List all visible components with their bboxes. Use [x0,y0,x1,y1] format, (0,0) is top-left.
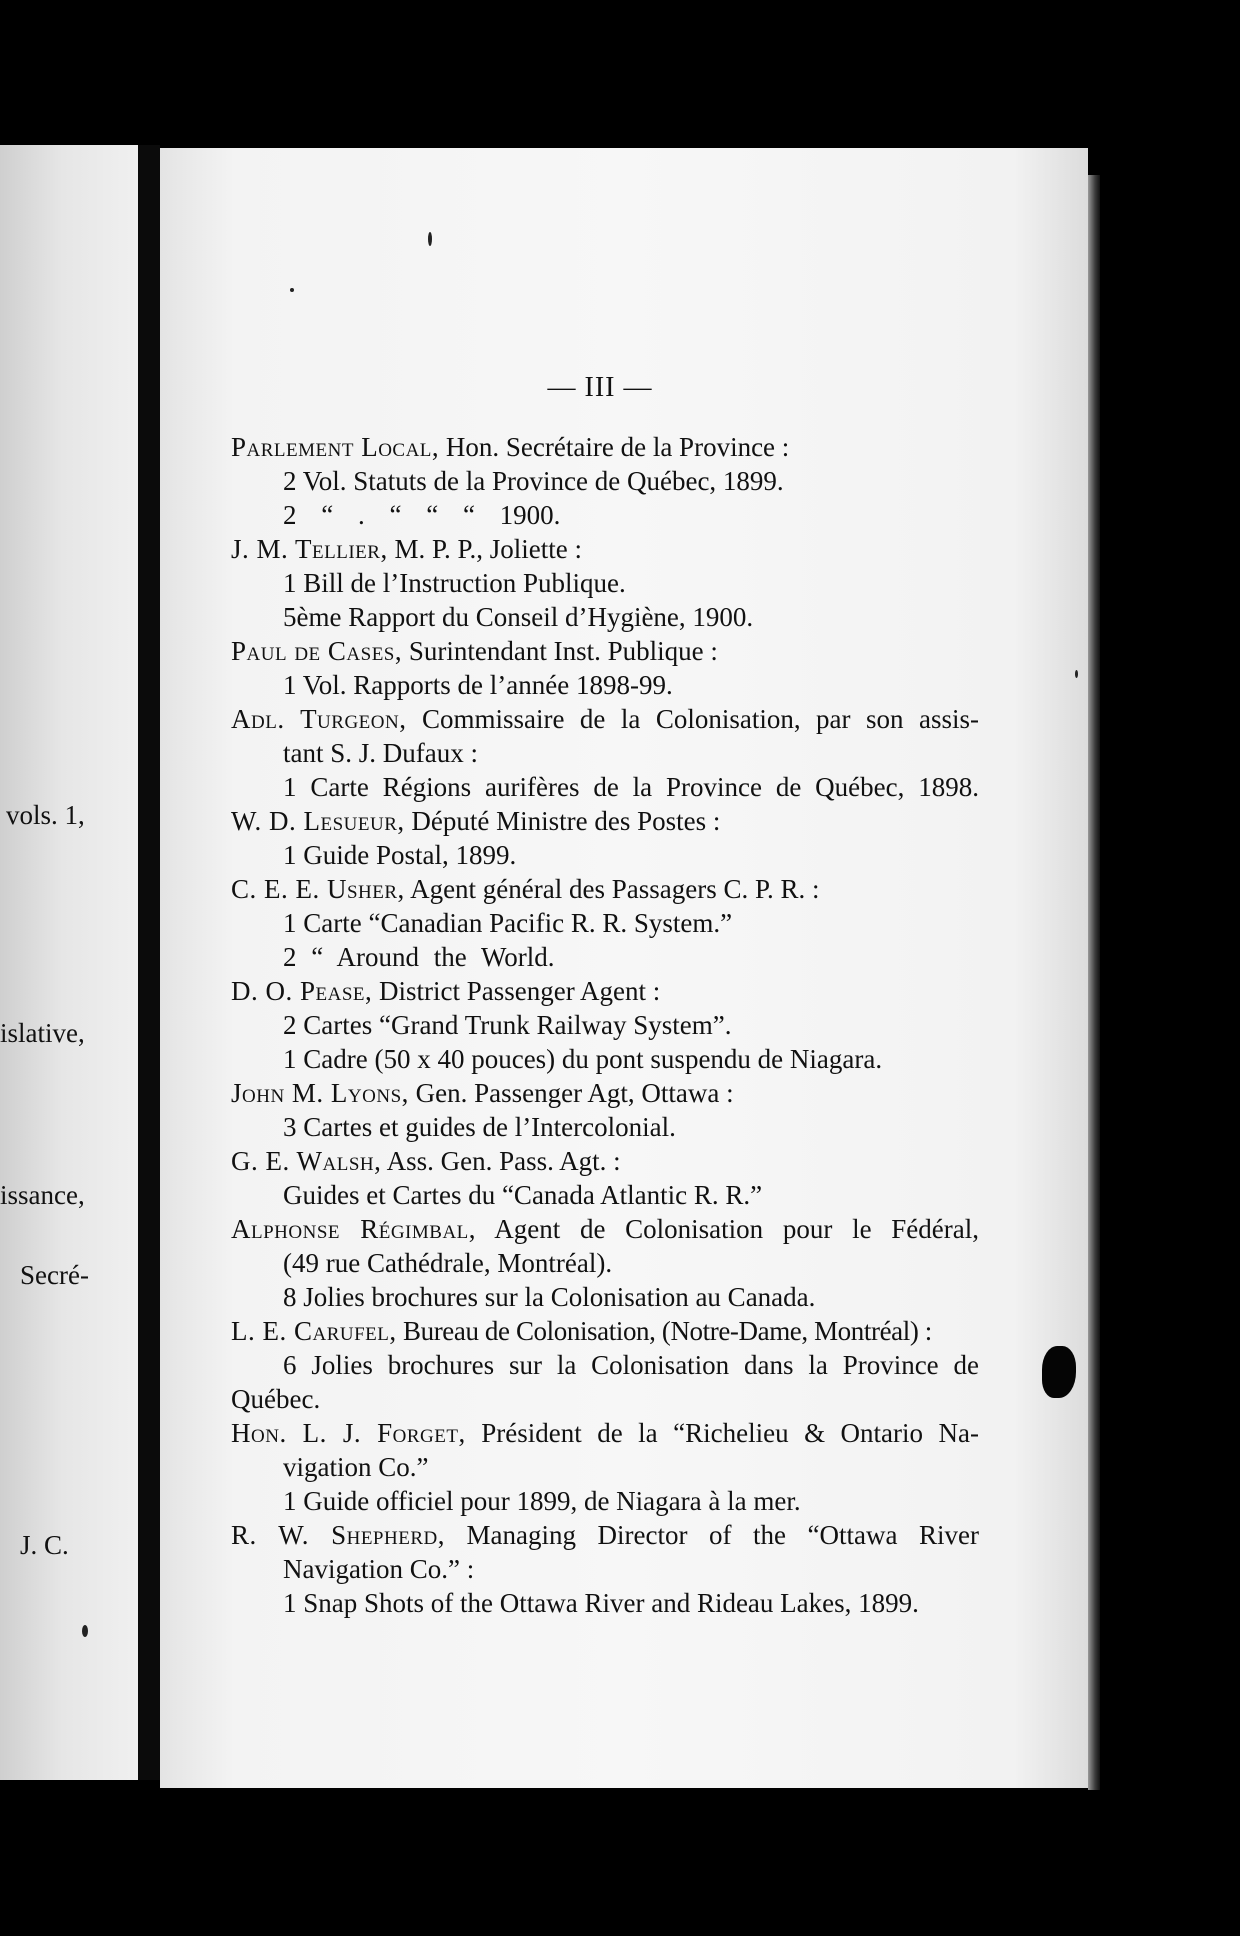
donor-title: Député Ministre des Postes : [404,806,721,836]
donor-name: C. E. E. Usher, [231,874,405,904]
donated-item: Guides et Cartes du “Canada Atlantic R. R.” [283,1180,763,1210]
list-entry [231,532,979,634]
donated-item: 6 Jolies brochures sur la Colonisation dans la Province de [283,1350,979,1380]
list-entry [231,634,979,702]
donated-item: 1 Carte “Canadian Pacific R. R. System.” [283,908,733,938]
donor-title: Commissaire de la Colonisation, par son assis- [406,704,979,734]
left-page-fragment: Secré- [20,1260,89,1290]
entry-heading [231,872,979,906]
donor-name: Adl. Turgeon, [231,704,407,734]
entry-heading-continuation: Navigation Co.” : [283,1554,475,1584]
donated-item: 1 Guide Postal, 1899. [283,840,517,870]
list-entry [231,872,979,974]
ink-speck [1075,670,1078,678]
ink-speck [290,288,294,292]
donor-title: Bureau de Colonisation, (Notre-Dame, Montréal) : [396,1316,932,1346]
left-page-fragment: J. C. [20,1530,69,1560]
list-entry [231,974,979,1076]
left-page-margin [0,145,138,1780]
entry-heading [231,804,979,838]
donated-item: 8 Jolies brochures sur la Colonisation au Canada. [283,1282,816,1312]
donor-title: Managing Director of the “Ottawa River [444,1520,979,1550]
donated-item: 1 Vol. Rapports de l’année 1898-99. [283,670,673,700]
donor-title: Hon. Secrétaire de la Province : [439,432,790,462]
donor-title: M. P. P., Joliette : [387,534,582,564]
donor-title: Ass. Gen. Pass. Agt. : [381,1146,621,1176]
list-entry [231,1416,979,1518]
entry-heading [231,1144,979,1178]
donated-item: 3 Cartes et guides de l’Intercolonial. [283,1112,676,1142]
donor-name: Paul de Cases, [231,636,403,666]
donated-item: 2 “ . “ “ “ 1900. [283,500,561,530]
entry-heading [231,1212,979,1246]
entry-heading [231,532,979,566]
entry-heading [231,1076,979,1110]
donor-name: L. E. Carufel, [231,1316,397,1346]
donor-name: R. W. Shepherd, [231,1520,445,1550]
donated-item: 5ème Rapport du Conseil d’Hygiène, 1900. [283,602,754,632]
ink-speck [82,1625,88,1637]
donor-title: Gen. Passenger Agt, Ottawa : [408,1078,734,1108]
donated-item: 1 Bill de l’Instruction Publique. [283,568,626,598]
entry-heading-continuation: vigation Co.” [283,1452,429,1482]
left-page-fragment: islative, [0,1018,85,1048]
list-entry [231,1518,979,1620]
page-edge-shadow [1088,175,1100,1790]
donated-item: 2 Cartes “Grand Trunk Railway System”. [283,1010,732,1040]
list-entry [231,1076,979,1144]
donated-item: 1 Carte Régions aurifères de la Province de Québec, 1898. [283,772,979,802]
entry-heading-continuation: tant S. J. Dufaux : [283,738,478,768]
donor-title: Surintendant Inst. Publique : [402,636,718,666]
donated-item: 1 Guide officiel pour 1899, de Niagara à la mer. [283,1486,801,1516]
list-entry [231,430,979,532]
list-entry [231,1314,979,1416]
donor-name: J. M. Tellier, [231,534,388,564]
donor-title: Président de la “Richelieu & Ontario Na- [465,1418,979,1448]
donor-title: Agent général des Passagers C. P. R. : [404,874,820,904]
entry-heading [231,1314,979,1348]
list-entry [231,1144,979,1212]
donated-item-continuation: Québec. [231,1384,321,1414]
entry-heading [231,1518,979,1552]
donor-name: Hon. L. J. Forget, [231,1418,466,1448]
entry-heading [231,1416,979,1450]
book-gutter [138,145,160,1780]
donor-title: Agent de Colonisation pour le Fédéral, [476,1214,979,1244]
donated-item: 1 Cadre (50 x 40 pouces) du pont suspendu de Niagara. [283,1044,883,1074]
entry-heading [231,702,979,736]
ink-blot [1042,1346,1076,1398]
entry-heading [231,430,979,464]
donor-name: John M. Lyons, [231,1078,409,1108]
entry-heading [231,974,979,1008]
left-page-fragment: vols. 1, [6,800,85,830]
donor-name: Parlement Local, [231,432,440,462]
page-number: — III — [547,372,653,403]
donor-name: D. O. Pease, [231,976,373,1006]
donated-item: 2 “ Around the World. [283,942,555,972]
donated-item: 2 Vol. Statuts de la Province de Québec, 1899. [283,466,784,496]
entry-heading [231,634,979,668]
entry-heading-continuation: (49 rue Cathédrale, Montréal). [283,1248,613,1278]
donor-title: District Passenger Agent : [372,976,661,1006]
donor-name: Alphonse Régimbal, [231,1214,477,1244]
donor-name: G. E. Walsh, [231,1146,382,1176]
donor-name: W. D. Lesueur, [231,806,405,836]
left-page-fragment: issance, [0,1180,85,1210]
acknowledgement-list [231,430,979,1620]
list-entry [231,702,979,804]
list-entry [231,804,979,872]
donated-item: 1 Snap Shots of the Ottawa River and Rideau Lakes, 1899. [283,1588,919,1618]
list-entry [231,1212,979,1314]
ink-speck [428,232,432,246]
